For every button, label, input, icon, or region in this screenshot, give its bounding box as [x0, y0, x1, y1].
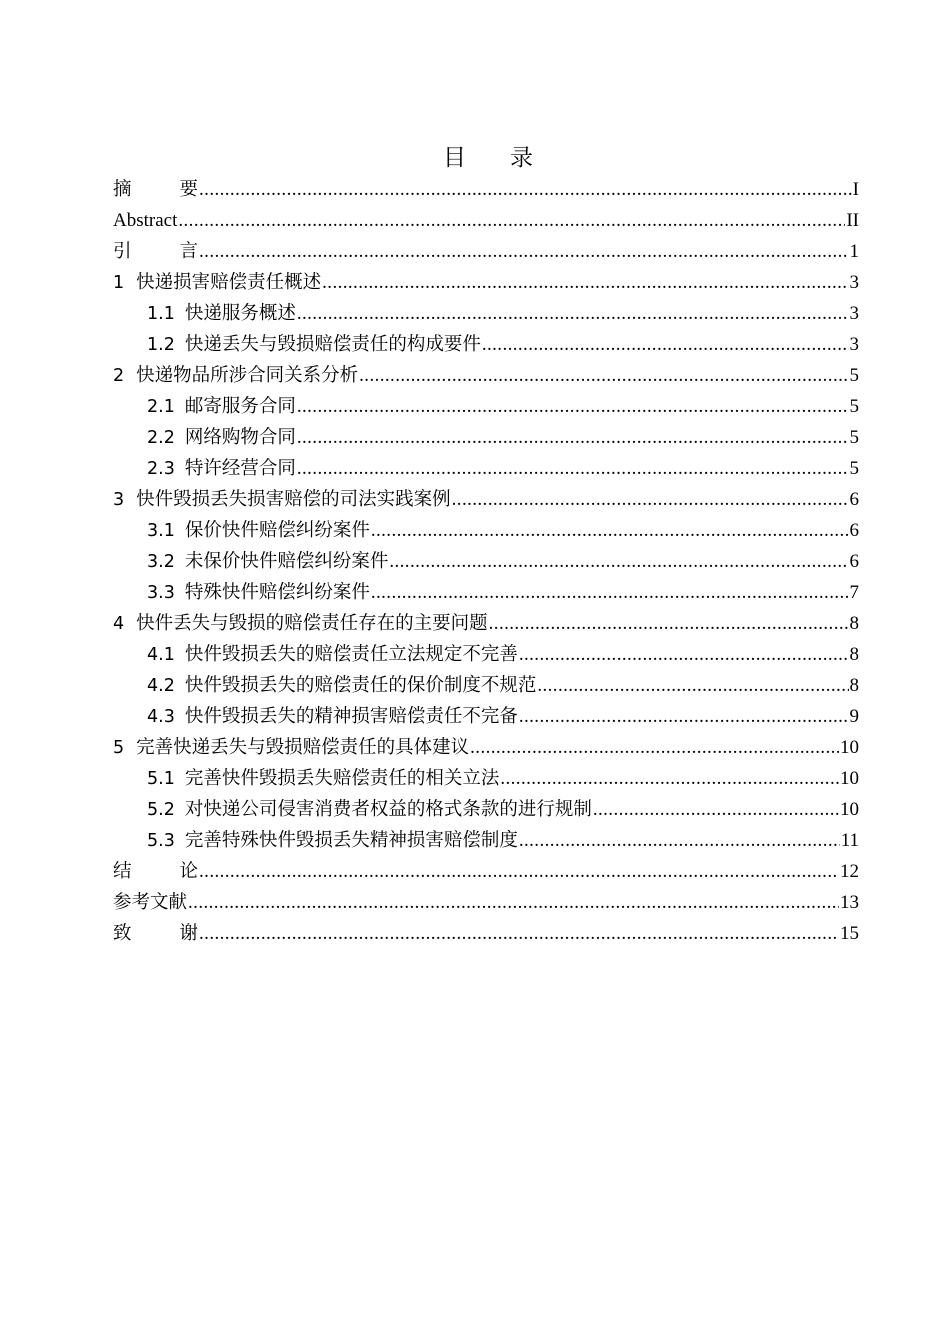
toc-entry-number: 5.1 [147, 769, 175, 789]
toc-entry[interactable] [113, 918, 859, 949]
toc-entry-label: 特许经营合同 [184, 458, 296, 479]
toc-entry-label: 快递物品所涉合同关系分析 [136, 365, 359, 386]
toc-entry-number: 1.2 [147, 335, 175, 355]
toc-entry-label: 快件毁损丢失的赔偿责任立法规定不完善 [184, 644, 518, 665]
toc-entry[interactable] [113, 360, 859, 391]
toc-entry-label: 完善快件毁损丢失赔偿责任的相关立法 [184, 768, 500, 789]
toc-entry-page-number: 11 [840, 830, 859, 851]
toc-entry-page-number: 7 [849, 582, 859, 603]
toc-entry-page-number: 5 [849, 458, 859, 479]
toc-dot-leader [519, 825, 840, 856]
toc-dot-leader [482, 329, 849, 360]
toc-entry[interactable] [113, 236, 859, 267]
toc-entry-label: 快递服务概述 [184, 303, 296, 324]
toc-entry-label: 快件毁损丢失的精神损害赔偿责任不完备 [184, 706, 518, 727]
toc-entry-label: 未保价快件赔偿纠纷案件 [184, 551, 389, 572]
toc-entry-number: 3.1 [147, 521, 175, 541]
toc-entry-number: 5 [113, 738, 125, 758]
toc-entry[interactable] [113, 174, 859, 205]
toc-title [0, 140, 950, 176]
toc-entry-page-number: 12 [840, 861, 859, 882]
toc-entry[interactable] [113, 732, 859, 763]
toc-entry-label: 保价快件赔偿纠纷案件 [184, 520, 370, 541]
toc-entry[interactable] [113, 763, 859, 794]
toc-entry-page-number: 6 [849, 551, 859, 572]
toc-dot-leader [537, 670, 848, 701]
toc-entry-label: 对快递公司侵害消费者权益的格式条款的进行规制 [184, 799, 592, 820]
toc-entry-number: 5.2 [147, 800, 175, 820]
toc-entry-number: 4.2 [147, 676, 175, 696]
toc-dot-leader [452, 484, 849, 515]
toc-dot-leader [389, 546, 848, 577]
toc-entry-page-number: 10 [840, 737, 859, 758]
toc-entry[interactable] [113, 298, 859, 329]
toc-entry-number: 5.3 [147, 831, 175, 851]
toc-entry-page-number: II [846, 210, 859, 231]
toc-entry[interactable] [113, 856, 859, 887]
toc-entry-number: 3.2 [147, 552, 175, 572]
toc-entry[interactable] [113, 546, 859, 577]
toc-entry-page-number: 9 [849, 706, 859, 727]
toc-entry-label-char: 摘 [113, 179, 132, 200]
toc-entry-page-number: 8 [849, 675, 859, 696]
toc-dot-leader [199, 856, 839, 887]
toc-entry[interactable] [113, 453, 859, 484]
toc-entry[interactable] [113, 825, 859, 856]
toc-entry-page-number: 10 [840, 768, 859, 789]
toc-entry[interactable] [113, 422, 859, 453]
toc-entry-label: 快递丢失与毁损赔偿责任的构成要件 [184, 334, 481, 355]
toc-entry-label-char: 谢 [179, 923, 199, 944]
toc-title-char: 目 [443, 145, 466, 171]
toc-dot-leader [489, 608, 849, 639]
toc-dot-leader [199, 236, 848, 267]
toc-entry-number: 4.3 [147, 707, 175, 727]
toc-entry-number: 3 [113, 490, 125, 510]
toc-entry-number: 2 [113, 366, 125, 386]
toc-dot-leader [593, 794, 839, 825]
toc-entry-label [113, 918, 198, 949]
toc-dot-leader [519, 701, 849, 732]
toc-entry-label-char: 要 [179, 179, 199, 200]
toc-entry-label-char: 论 [179, 861, 199, 882]
toc-entry-page-number: 13 [840, 892, 859, 913]
toc-dot-leader [199, 174, 852, 205]
toc-entry[interactable] [113, 391, 859, 422]
toc-entry-label [113, 236, 198, 267]
toc-entry[interactable] [113, 205, 859, 236]
toc-entry[interactable] [113, 484, 859, 515]
toc-dot-leader [359, 360, 848, 391]
toc-entry[interactable] [113, 701, 859, 732]
toc-entry[interactable] [113, 329, 859, 360]
toc-entry-page-number: 15 [840, 923, 859, 944]
toc-entry[interactable] [113, 639, 859, 670]
toc-dot-leader [470, 732, 839, 763]
toc-dot-leader [519, 639, 849, 670]
toc-entry[interactable] [113, 670, 859, 701]
toc-entry-number: 3.3 [147, 583, 175, 603]
toc-entry-label: 参考文献 [113, 892, 188, 913]
toc-entry-label: 快件毁损丢失损害赔偿的司法实践案例 [136, 489, 451, 510]
toc-entry-page-number: I [852, 179, 859, 200]
toc-entry-number: 2.3 [147, 459, 175, 479]
toc-title-char: 录 [510, 145, 533, 171]
toc-entry[interactable] [113, 267, 859, 298]
toc-entry[interactable] [113, 794, 859, 825]
toc-entry-page-number: 8 [849, 613, 859, 634]
toc-entry-label: 完善特殊快件毁损丢失精神损害赔偿制度 [184, 830, 518, 851]
toc-entry-page-number: 5 [849, 427, 859, 448]
toc-entry-number: 4 [113, 614, 125, 634]
toc-entry[interactable] [113, 608, 859, 639]
toc-entry-page-number: 10 [840, 799, 859, 820]
toc-entry-label-char: 言 [179, 241, 199, 262]
toc-entry-page-number: 3 [849, 334, 859, 355]
toc-dot-leader [188, 887, 839, 918]
toc-entry-number: 2.2 [147, 428, 175, 448]
toc-entry-number: 2.1 [147, 397, 175, 417]
table-of-contents [113, 174, 859, 949]
toc-entry-page-number: 3 [849, 272, 859, 293]
toc-entry-number: 1 [113, 273, 125, 293]
toc-entry[interactable] [113, 515, 859, 546]
toc-entry-label-char: 结 [113, 861, 132, 882]
toc-dot-leader [199, 918, 839, 949]
toc-entry-label: Abstract [113, 210, 178, 231]
toc-entry-page-number: 3 [849, 303, 859, 324]
toc-entry-label: 快递损害赔偿责任概述 [136, 272, 322, 293]
toc-dot-leader [297, 453, 849, 484]
toc-dot-leader [322, 267, 848, 298]
toc-entry-page-number: 1 [849, 241, 859, 262]
toc-dot-leader [297, 298, 849, 329]
toc-entry[interactable] [113, 577, 859, 608]
toc-entry-label-char: 致 [113, 923, 132, 944]
toc-entry[interactable] [113, 887, 859, 918]
toc-entry-label-char: 引 [113, 241, 132, 262]
toc-entry-number: 1.1 [147, 304, 175, 324]
toc-entry-page-number: 6 [849, 489, 859, 510]
toc-dot-leader [500, 763, 839, 794]
toc-dot-leader [371, 577, 849, 608]
toc-entry-number: 4.1 [147, 645, 175, 665]
toc-dot-leader [371, 515, 849, 546]
toc-entry-label: 快件丢失与毁损的赔偿责任存在的主要问题 [136, 613, 488, 634]
toc-entry-page-number: 5 [849, 365, 859, 386]
toc-entry-label: 网络购物合同 [184, 427, 296, 448]
toc-dot-leader [178, 205, 845, 236]
toc-entry-page-number: 8 [849, 644, 859, 665]
toc-entry-page-number: 5 [849, 396, 859, 417]
toc-entry-page-number: 6 [849, 520, 859, 541]
toc-entry-label: 快件毁损丢失的赔偿责任的保价制度不规范 [184, 675, 537, 696]
toc-dot-leader [297, 391, 849, 422]
toc-entry-label [113, 174, 198, 205]
toc-entry-label: 完善快递丢失与毁损赔偿责任的具体建议 [136, 737, 470, 758]
toc-dot-leader [297, 422, 849, 453]
toc-entry-label [113, 856, 198, 887]
toc-entry-label: 邮寄服务合同 [184, 396, 296, 417]
toc-entry-label: 特殊快件赔偿纠纷案件 [184, 582, 370, 603]
